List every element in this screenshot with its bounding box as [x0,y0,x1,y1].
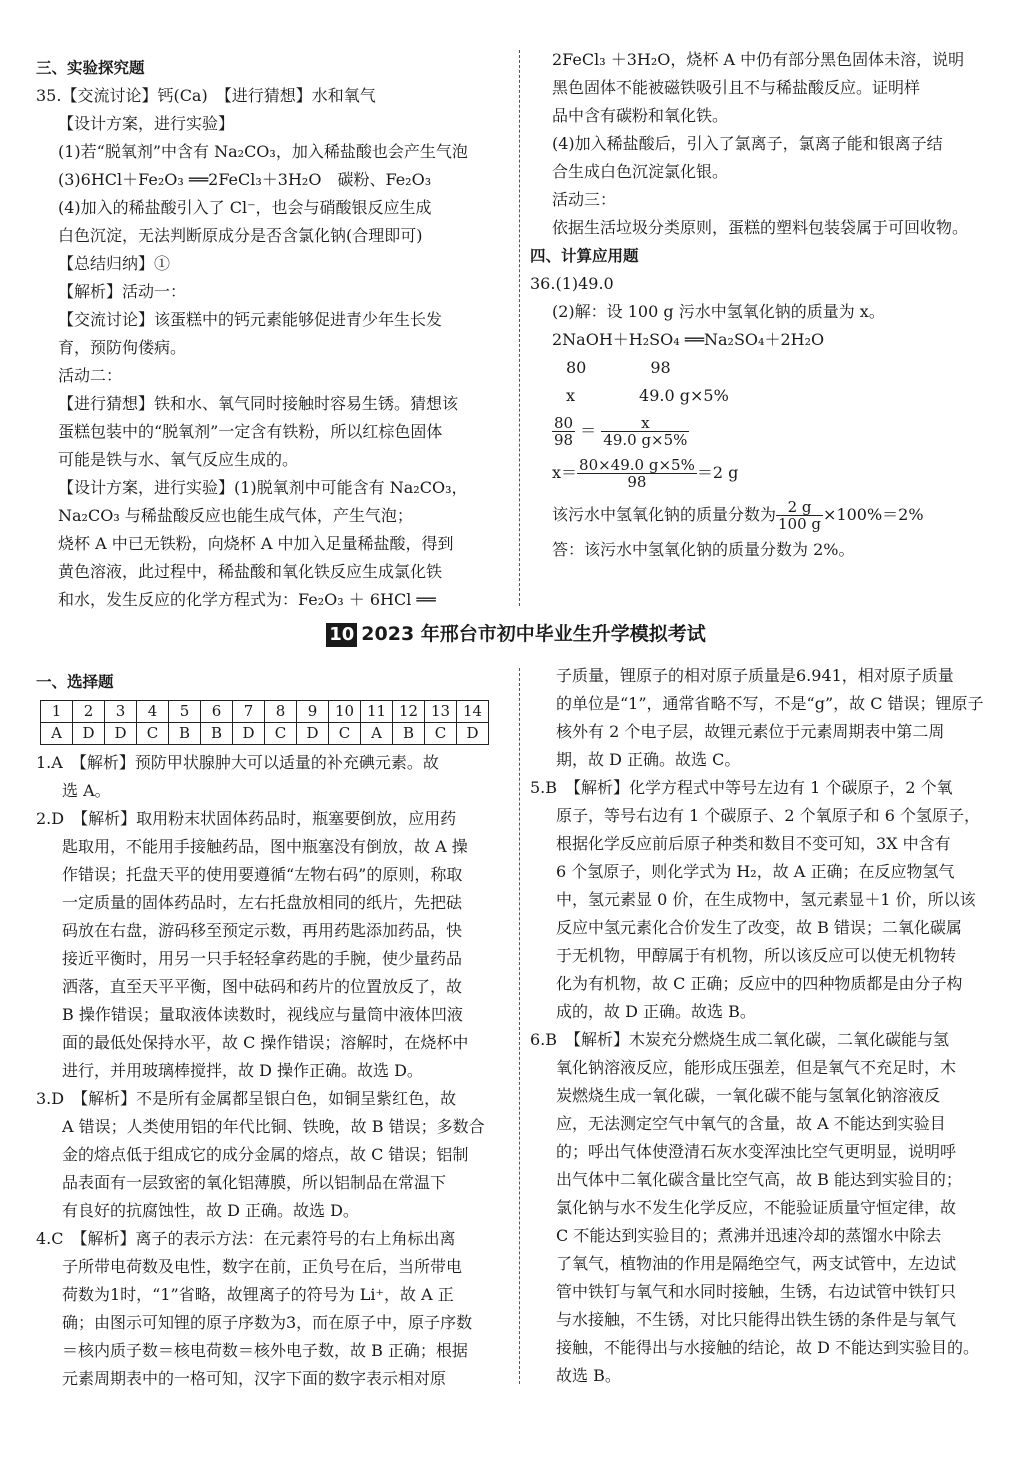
explanation-line: 化为有机物，故 C 正确；反应中的四种物质都是由分子构 [556,974,963,993]
explanation-line: 作错误；托盘天平的使用要遵循“左物右码”的原则，称取 [62,865,463,884]
explanation-line: 出气体中二氧化碳含量比空气高，故 B 能达到实验目的； [556,1170,962,1189]
explanation-line: 原子，等号右边有 1 个碳原子、2 个氧原子和 6 个氢原子， [556,806,980,825]
q35-cont-line-5: 合生成白色沉淀氯化银。 [552,162,729,181]
explanation-line: 2.D 【解析】取用粉末状固体药品时，瓶塞要倒放，应用药 [36,809,457,828]
explanation-line: 6 个氢原子，则化学式为 H₂，故 A 正确；在反应物氢气 [556,862,955,881]
answer-letter-cell: C [137,723,169,745]
answer-number-cell: 10 [329,701,361,723]
exam-number-badge: 10 [326,623,357,647]
explanation-line: 面的最低处保持水平，故 C 操作错误；溶解时，在烧杯中 [62,1033,469,1052]
answer-number-cell: 9 [297,701,329,723]
explanation-line: B 操作错误；量取液体读数时，视线应与量筒中液体凹液 [62,1005,463,1024]
q36-answer: 答：该污水中氢氧化钠的质量分数为 2%。 [552,540,855,559]
proportion-right-fraction: $\frac{x}{49.0 g\times 5\%}$ [603,414,688,449]
q35-line-12: 【进行猜想】铁和水、氧气同时接触时容易生锈。猜想该 [58,394,459,413]
q35-line-3: (1)若“脱氧剂”中含有 Na₂CO₃，加入稀盐酸也会产生气泡 [58,142,468,161]
q36-mass-fraction: 该污水中氢氧化钠的质量分数为 $\frac{2 g}{100 g}$ ×100%＝2% [552,498,924,533]
q35-line-11: 活动二： [58,366,123,385]
answer-letter-cell: D [73,723,105,745]
answer-number-cell: 7 [233,701,265,723]
answer-table [40,700,489,745]
explanation-line: 成的，故 D 正确。故选 B。 [556,1002,756,1021]
explanation-line: 荷数为1时，“1”省略，故锂离子的符号为 Li⁺，故 A 正 [62,1285,454,1304]
explanation-line: 氯化钠与水不发生化学反应，不能验证质量守恒定律，故 [556,1198,957,1217]
explanation-line: 与水接触，不生锈，对比只能得出铁生锈的条件是与氧气 [556,1310,957,1329]
q36-equation: 2NaOH＋H₂SO₄ ══Na₂SO₄＋2H₂O [552,330,825,349]
q36-x-solution: x＝ $\frac{80\times 49.0 g\times 5\%}{98}$ ＝2 g [552,456,739,491]
q35-line-13: 蛋糕包装中的“脱氧剂”一定含有铁粉，所以红棕色固体 [58,422,443,441]
q35-line-16: Na₂CO₃ 与稀盐酸反应也能生成气体，产生气泡； [58,506,413,525]
exam-title-text: 2023 年邢台市初中毕业生升学模拟考试 [361,623,706,645]
q35-cont-line-2: 黑色固体不能被磁铁吸引且不与稀盐酸反应。证明样 [552,78,921,97]
explanation-line: 匙取用，不能用手接触药品，图中瓶塞没有倒放，故 A 操 [62,837,468,856]
q35-line-2: 【设计方案，进行实验】 [58,114,235,133]
q35-line-7: 【总结归纳】① [58,254,171,273]
q35-line-15: 【设计方案，进行实验】(1)脱氧剂中可能含有 Na₂CO₃， [58,478,468,497]
answer-number-cell: 8 [265,701,297,723]
explanation-line: 元素周期表中的一格可知，汉字下面的数字表示相对原 [62,1369,447,1388]
answer-number-cell: 6 [201,701,233,723]
top-right-column [530,46,1000,564]
answer-table-number-row [41,701,489,723]
answer-number-cell: 14 [457,701,489,723]
answer-number-cell: 3 [105,701,137,723]
x-fraction: $\frac{80\times 49.0 g\times 5\%}{98}$ [579,456,695,491]
answer-letter-cell: B [169,723,201,745]
answer-letter-cell: C [265,723,297,745]
exam-title [0,620,1032,648]
explanation-line: 接近平衡时，用另一只手轻轻拿药匙的手腕，使少量药品 [62,949,463,968]
explanation-line: 反应中氢元素化合价发生了改变，故 B 错误；二氧化碳属 [556,918,962,937]
q35-line-8: 【解析】活动一： [58,282,187,301]
q35-cont-line-3: 品中含有碳粉和氧化铁。 [552,106,729,125]
explanation-line: 有良好的抗腐蚀性，故 D 正确。故选 D。 [62,1201,359,1220]
answer-number-cell: 5 [169,701,201,723]
q36-part-1: 36.(1)49.0 [530,274,614,293]
proportion-left-fraction: $\frac{80}{98}$ [554,414,574,449]
explanation-line: 根据化学反应前后原子种类和数目不变可知，3X 中含有 [556,834,951,853]
explanation-line: 接触，不能得出与水接触的结论，故 D 不能达到实验目的。 [556,1338,980,1357]
q35-cont-line-7: 依据生活垃圾分类原则，蛋糕的塑料包装袋属于可回收物。 [552,218,969,237]
explanation-line: 氧化钠溶液反应，能形成压强差，但是氧气不充足时，木 [556,1058,957,1077]
answer-letter-cell: A [41,723,73,745]
answer-letter-cell: D [297,723,329,745]
answer-number-cell: 11 [361,701,393,723]
section-heading-experiment: 三、实验探究题 [36,59,145,77]
q35-line-9: 【交流讨论】该蛋糕中的钙元素能够促进青少年生长发 [58,310,443,329]
q35-line-5: (4)加入的稀盐酸引入了 Cl⁻，也会与硝酸银反应生成 [58,198,432,217]
explanation-line: 洒落，直至天平平衡，图中砝码和药片的位置放反了，故 [62,977,463,996]
explanation-line: 选 A。 [62,781,111,800]
explanation-line: 品表面有一层致密的氧化铝薄膜，所以铝制品在常温下 [62,1173,447,1192]
answer-letter-cell: D [233,723,265,745]
explanation-line: 于无机物，甲醇属于有机物，所以该反应可以使无机物转 [556,946,957,965]
answer-letter-cell: D [457,723,489,745]
q35-cont-line-1: 2FeCl₃ ＋3H₂O，烧杯 A 中仍有部分黑色固体未溶，说明 [552,50,965,69]
explanation-line: 5.B 【解析】化学方程式中等号左边有 1 个碳原子，2 个氧 [530,778,953,797]
explanation-line: 炭燃烧生成一氧化碳，一氧化碳不能与氢氧化钠溶液反 [556,1086,941,1105]
answer-number-cell: 2 [73,701,105,723]
answer-letter-cell: A [361,723,393,745]
mass-fraction: $\frac{2 g}{100 g}$ [778,498,822,533]
q35-line-14: 可能是铁与水、氧气反应生成的。 [58,450,299,469]
q35-line-17: 烧杯 A 中已无铁粉，向烧杯 A 中加入足量稀盐酸，得到 [58,534,454,553]
q36-part-2: (2)解：设 100 g 污水中氢氧化钠的质量为 x。 [552,302,885,321]
explanation-line: 3.D 【解析】不是所有金属都呈银白色，如铜呈紫红色，故 [36,1089,457,1108]
answer-letter-cell: C [329,723,361,745]
q35-line-19: 和水，发生反应的化学方程式为：Fe₂O₃ ＋ 6HCl ══ [58,590,436,609]
q35-line-1: 35.【交流讨论】钙(Ca) 【进行猜想】水和氧气 [36,86,376,105]
column-divider-bottom [519,668,520,1384]
explanation-line: 管中铁钉与氧气和水同时接触，生锈，右边试管中铁钉只 [556,1282,957,1301]
explanation-line: ＝核内质子数＝核电荷数＝核外电子数，故 B 正确；根据 [62,1341,468,1360]
explanation-line: A 错误；人类使用铝的年代比铜、铁晚，故 B 错误；多数合 [62,1117,485,1136]
explanation-line: C 不能达到实验目的；煮沸并迅速冷却的蒸馏水中除去 [556,1226,942,1245]
q35-cont-line-4: (4)加入稀盐酸后，引入了氯离子，氯离子能和银离子结 [552,134,943,153]
explanation-line: 期，故 D 正确。故选 C。 [556,750,741,769]
explanation-line: 应，无法测定空气中氧气的含量，故 A 不能达到实验目 [556,1114,946,1133]
top-left-column [36,54,512,614]
explanation-line: 中，氢元素显 0 价，在生成物中，氢元素显＋1 价，所以该 [556,890,976,909]
explanation-line: 码放在右盘，游码移至预定示数，再用药匙添加药品，快 [62,921,463,940]
answer-letter-cell: B [393,723,425,745]
q35-line-6: 白色沉淀，无法判断原成分是否含氯化钠(合理即可) [58,226,423,245]
q35-line-10: 育，预防佝偻病。 [58,338,187,357]
explanation-line: 金的熔点低于组成它的成分金属的熔点，故 C 错误；铝制 [62,1145,469,1164]
explanation-line: 核外有 2 个电子层，故锂元素位于元素周期表中第二周 [556,722,945,741]
explanation-line: 了氧气，植物油的作用是隔绝空气，两支试管中，左边试 [556,1254,957,1273]
section-heading-calculation: 四、计算应用题 [530,247,639,265]
explanation-line: 子质量，锂原子的相对原子质量是6.941，相对原子质量 [556,666,954,685]
q36-ratio-row-2: x 49.0 g×5% [566,386,729,405]
answer-number-cell: 1 [41,701,73,723]
explanation-line: 1.A 【解析】预防甲状腺肿大可以适量的补充碘元素。故 [36,753,439,772]
answer-number-cell: 13 [425,701,457,723]
answer-number-cell: 4 [137,701,169,723]
q36-proportion: $\frac{80}{98}$ ＝ $\frac{x}{49.0 g\times 5\%}$ [554,414,688,449]
explanation-line: 故选 B。 [556,1366,621,1385]
section-heading-choice: 一、选择题 [36,673,114,691]
explanation-line: 子所带电荷数及电性，数字在前，正负号在后，当所带电 [62,1257,463,1276]
q35-cont-line-6: 活动三： [552,190,617,209]
explanation-line: 的单位是“1”，通常省略不写，不是“g”，故 C 错误；锂原子 [556,694,984,713]
bottom-left-column [36,668,512,1393]
answer-letter-cell: B [201,723,233,745]
explanation-line: 一定质量的固体药品时，左右托盘放相同的纸片，先把砝 [62,893,463,912]
q35-line-4: (3)6HCl＋Fe₂O₃ ══2FeCl₃＋3H₂O 碳粉、Fe₂O₃ [58,170,432,189]
column-divider-top [519,50,520,606]
explanation-line: 确；由图示可知锂的原子序数为3，而在原子中，原子序数 [62,1313,473,1332]
answer-number-cell: 12 [393,701,425,723]
answer-letter-cell: C [425,723,457,745]
bottom-right-column [530,662,1000,1390]
q36-ratio-row-1: 80 98 [566,358,671,377]
answer-table-answer-row [41,723,489,745]
q35-line-18: 黄色溶液，此过程中，稀盐酸和氧化铁反应生成氯化铁 [58,562,443,581]
explanation-line: 4.C 【解析】离子的表示方法：在元素符号的右上角标出离 [36,1229,456,1248]
explanation-line: 的；呼出气体使澄清石灰水变浑浊比空气更明显，说明呼 [556,1142,957,1161]
explanation-line: 6.B 【解析】木炭充分燃烧生成二氧化碳，二氧化碳能与氢 [530,1030,950,1049]
answer-letter-cell: D [105,723,137,745]
explanation-line: 进行，并用玻璃棒搅拌，故 D 操作正确。故选 D。 [62,1061,423,1080]
